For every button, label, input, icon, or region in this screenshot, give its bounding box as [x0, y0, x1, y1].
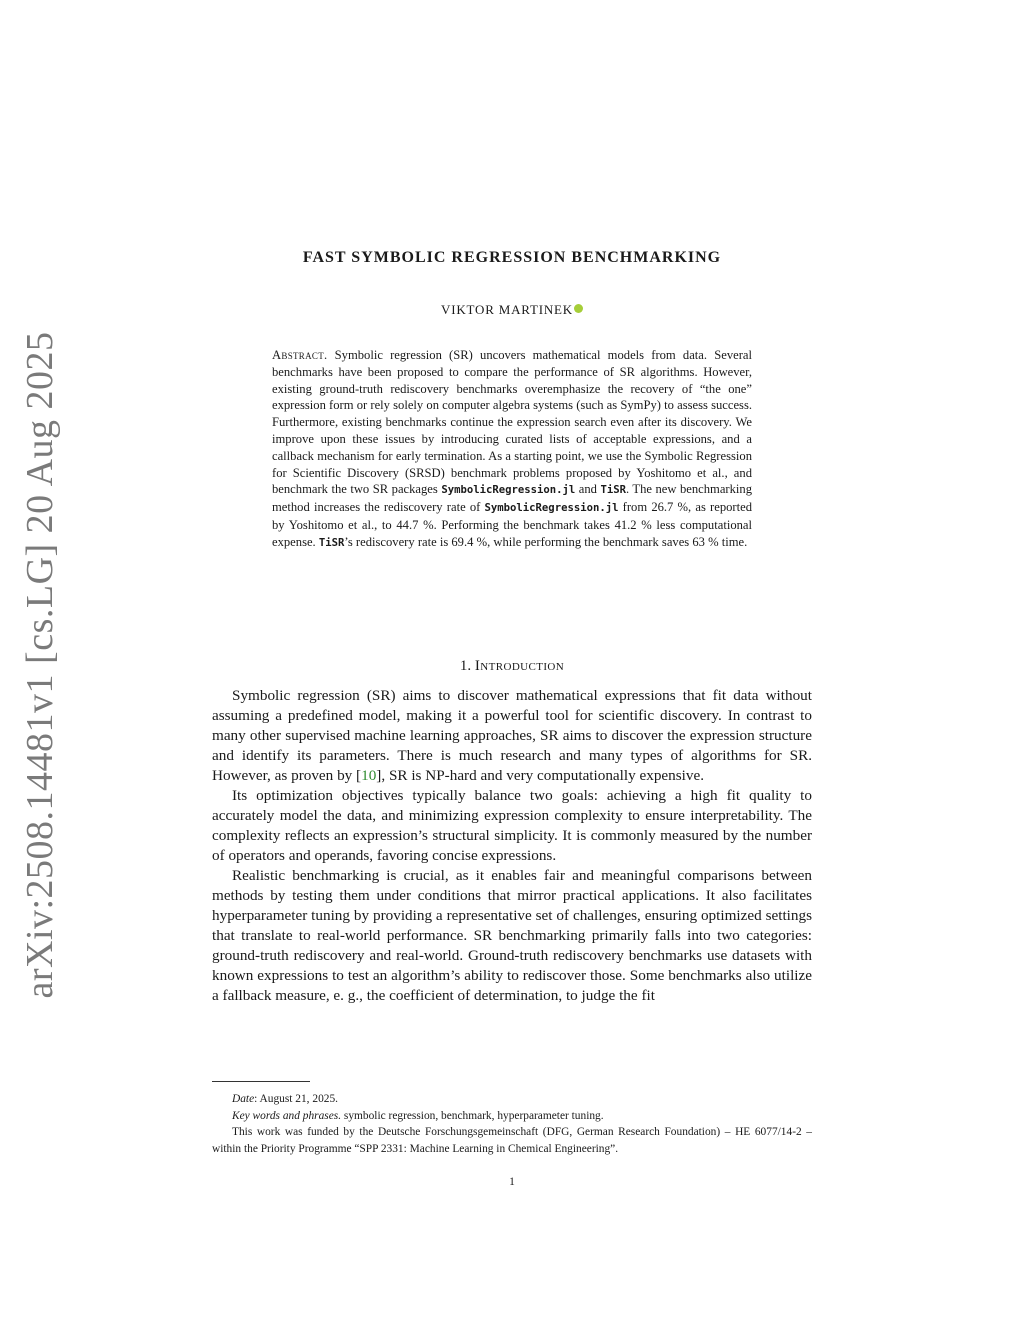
arxiv-stamp-text: arXiv:2508.14481v1 [cs.LG] 20 Aug 2025 [19, 331, 61, 999]
body-text [212, 686, 812, 1006]
orcid-icon[interactable] [574, 304, 583, 313]
paragraph [212, 686, 812, 786]
package-name: TiSR [600, 484, 626, 497]
abstract-text: Symbolic regression (SR) uncovers mathematical models from data. Several benchmarks have been proposed to compare the performance of SR algorithms. However, existing ground-truth rediscovery benchmarks overemphasize the recovery of “the one” expression form or rely solely on computer algebra systems (such as SymPy) to assess success. Furthermore, existing benchmarks continue the expression search even after its discovery. We improve upon these issues by introducing curated lists of acceptable expressions, and a callback mechanism for early termination. As a starting point, we use the Symbolic Regression for Scientific Discovery (SRSD) benchmark problems proposed by Yoshitomo et al., and benchmark the two SR packages [272, 348, 752, 497]
footnote-keywords-label: Key words and phrases. [232, 1109, 342, 1122]
author-name: VIKTOR MARTINEK [441, 302, 573, 317]
footnote-date [212, 1091, 812, 1108]
footnote-date-label: Date [232, 1093, 255, 1105]
abstract-text: . The new benchmarking method increases the rediscovery rate of [272, 482, 753, 515]
paragraph: Its optimization objectives typically balance two goals: achieving a high fit quality to accurately model the data, and minimizing expression complexity to ensure interpretability. The complexity reflects an expression’s structural simplicity. It is commonly measured by the number of operators and operands, favoring concise expressions. [212, 787, 812, 864]
page-number: 1 [509, 1176, 515, 1188]
abstract [272, 347, 752, 552]
paragraph-text: ], SR is NP-hard and very computationally expensive. [376, 767, 705, 784]
abstract-text: ’s rediscovery rate is 69.4 %, while performing the benchmark saves 63 % time. [344, 534, 748, 549]
abstract-text: and [575, 482, 601, 497]
footnote-date-value: : August 21, 2025. [254, 1093, 339, 1105]
paper-title: FAST SYMBOLIC REGRESSION BENCHMARKING [302, 249, 722, 266]
abstract-text: from 26.7 %, as reported by Yoshitomo et al., to 44.7 %. Performing the benchmark takes 41.2 % less computational expense. [272, 500, 752, 549]
paragraph: Realistic benchmarking is crucial, as it enables fair and meaningful comparisons between methods by testing them under conditions that mirror practical applications. It also facilitates hyperparameter tuning by providing a representative set of challenges, ensuring optimized settings that translate to real-world performance. SR benchmarking primarily falls into two categories: ground-truth rediscovery and real-world. Ground-truth rediscovery benchmarks use datasets with known expressions to test an algorithm’s ability to rediscover those. Some benchmarks also utilize a fallback measure, e. g., the coefficient of determination, to judge the fit [212, 867, 812, 1004]
footnote-keywords-value: symbolic regression, benchmark, hyperparameter tuning. [341, 1109, 604, 1122]
footnote-rule [212, 1081, 310, 1082]
abstract-label: Abstract. [272, 348, 328, 362]
footnote-keywords [212, 1108, 812, 1125]
package-name: TiSR [318, 536, 345, 549]
package-name: SymbolicRegression.jl [484, 502, 619, 515]
section-heading [0, 658, 1024, 675]
section-number: 1. [459, 658, 472, 674]
footnote-funding: This work was funded by the Deutsche Forschungsgemeinschaft (DFG, German Research Foundation) – HE 6077/14-2 – within the Priority Programme “SPP 2331: Machine Learning in Chemical Engineering”. [212, 1126, 812, 1155]
paragraph-text: Symbolic regression (SR) aims to discover mathematical expressions that fit data without assuming a predefined model, making it a powerful tool for scientific discovery. In contrast to many other supervised machine learning approaches, SR aims to discover the expression structure and identify its parameters. There is much research and many types of algorithms for SR. However, as proven by [ [212, 687, 812, 784]
citation-link[interactable]: 10 [361, 767, 377, 784]
package-name: SymbolicRegression.jl [441, 484, 576, 497]
author-line [0, 302, 1024, 318]
footnotes [212, 1091, 812, 1157]
section-title: Introduction [474, 658, 565, 674]
